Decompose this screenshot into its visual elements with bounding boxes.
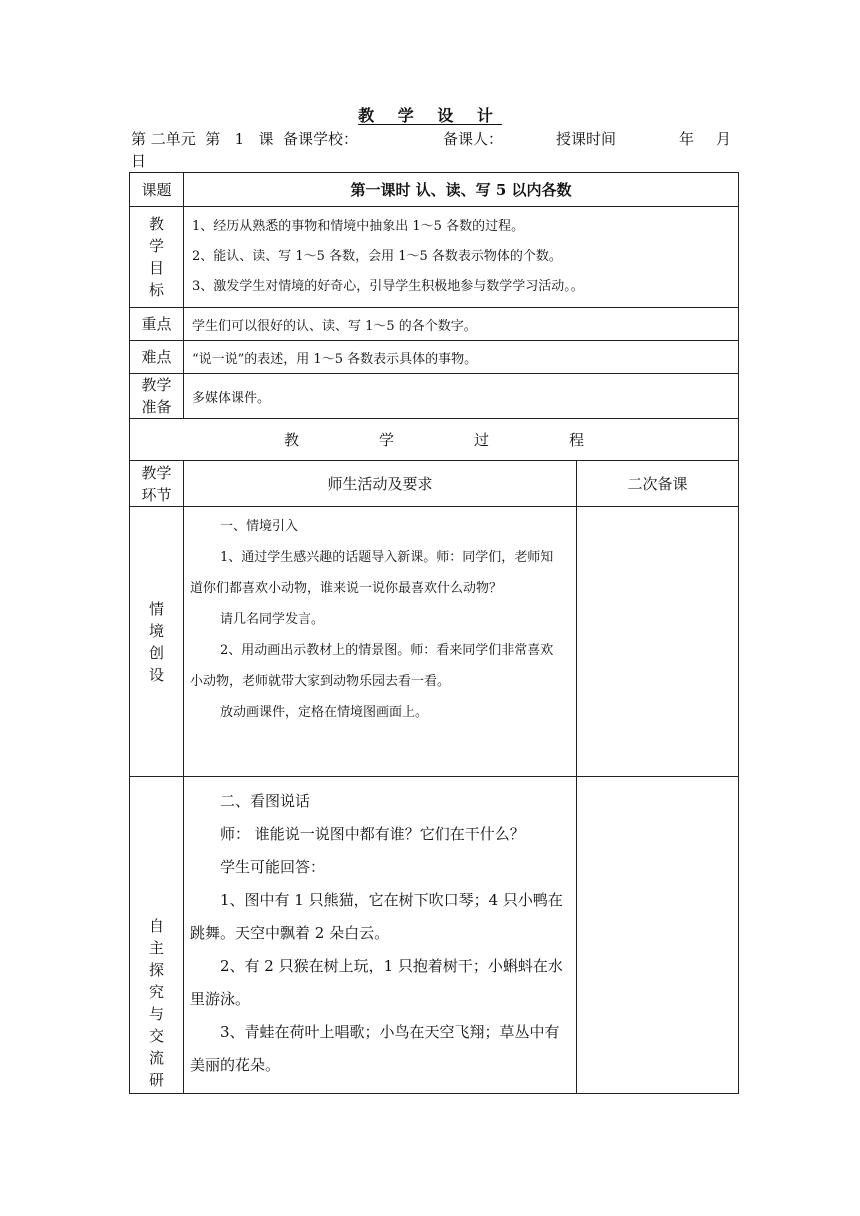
key-point-label: 重点: [130, 308, 184, 341]
topic-row: [130, 173, 739, 207]
paragraph: 请几名同学发言。: [220, 612, 325, 627]
paragraph: 1、通过学生感兴趣的话题导入新课。师：同学们，老师知道你们都喜欢小动物，谁来说一说你最喜欢什么动物？: [190, 550, 554, 596]
difficulty-label: 难点: [130, 341, 184, 374]
col-stage-header: 教学 环节: [130, 461, 184, 507]
difficulty-row: [130, 341, 739, 374]
goals-label: 教 学 目 标: [130, 207, 184, 308]
process-title-row: [130, 419, 739, 461]
goal-item: 2、能认、读、写 1～5 各数，会用 1～5 各数表示物体的个数。: [192, 249, 562, 264]
header-month: 月: [716, 130, 732, 148]
paragraph: 二、看图说话: [220, 792, 311, 810]
section-context-content: [184, 507, 577, 777]
section-explore-content: [184, 777, 577, 1094]
goal-item: 3、激发学生对情境的好奇心，引导学生积极地参与数学学习活动。。: [192, 279, 584, 294]
section-explore-label: 自 主 探 究 与 交 流 研: [130, 777, 184, 1094]
header-line: [131, 128, 731, 172]
header-unit-school: 第 二单元 第 1 课 备课学校：: [131, 130, 358, 148]
key-point-row: [130, 308, 739, 341]
paragraph: 放动画课件，定格在情境图画面上。: [220, 705, 429, 720]
prep-value: 多媒体课件。: [184, 374, 739, 419]
prep-row: [130, 374, 739, 419]
column-header-row: [130, 461, 739, 507]
paragraph: 学生可能回答：: [220, 858, 326, 876]
section-context-label: 情 境 创 设: [130, 507, 184, 777]
header-day: 日: [131, 152, 147, 170]
key-point-value: 学生们可以很好的认、读、写 1～5 的各个数字。: [184, 308, 739, 341]
paragraph: 2、有 2 只猴在树上玩，1 只抱着树干；小蝌蚪在水里游泳。: [190, 957, 563, 1008]
section-explore-row: [130, 777, 739, 1094]
section-context-row: [130, 507, 739, 777]
goal-item: 1、经历从熟悉的事物和情境中抽象出 1～5 各数的过程。: [192, 219, 525, 234]
section-context-second-prep: [577, 507, 739, 777]
topic-value: 第一课时 认、读、写 5 以内各数: [184, 173, 739, 207]
paragraph: 2、用动画出示教材上的情景图。师：看来同学们非常喜欢小动物，老师就带大家到动物乐园去看一看。: [190, 643, 554, 689]
col-second-header: 二次备课: [577, 461, 739, 507]
lesson-plan-table: [129, 172, 739, 1094]
topic-label: 课题: [130, 173, 184, 207]
difficulty-value: “说一说”的表述，用 1～5 各数表示具体的事物。: [184, 341, 739, 374]
paragraph: 师： 谁能说一说图中都有谁？它们在干什么？: [220, 825, 525, 843]
header-time: 授课时间: [556, 130, 617, 148]
paragraph: 3、青蛙在荷叶上唱歌；小鸟在天空飞翔；草丛中有美丽的花朵。: [190, 1023, 560, 1074]
paragraph: 一、情境引入: [220, 519, 299, 534]
col-activity-header: 师生活动及要求: [184, 461, 577, 507]
goals-list: [184, 207, 739, 308]
prep-label: 教学 准备: [130, 374, 184, 419]
header-year: 年: [679, 130, 695, 148]
process-title: 教 学 过 程: [130, 419, 739, 461]
page-title: 教 学 设 计: [358, 106, 502, 125]
goals-row: [130, 207, 739, 308]
header-preparer: 备课人：: [443, 130, 504, 148]
paragraph: 1、图中有 1 只熊猫，它在树下吹口琴；4 只小鸭在跳舞。天空中飘着 2 朵白云。: [190, 891, 563, 942]
section-explore-second-prep: [577, 777, 739, 1094]
